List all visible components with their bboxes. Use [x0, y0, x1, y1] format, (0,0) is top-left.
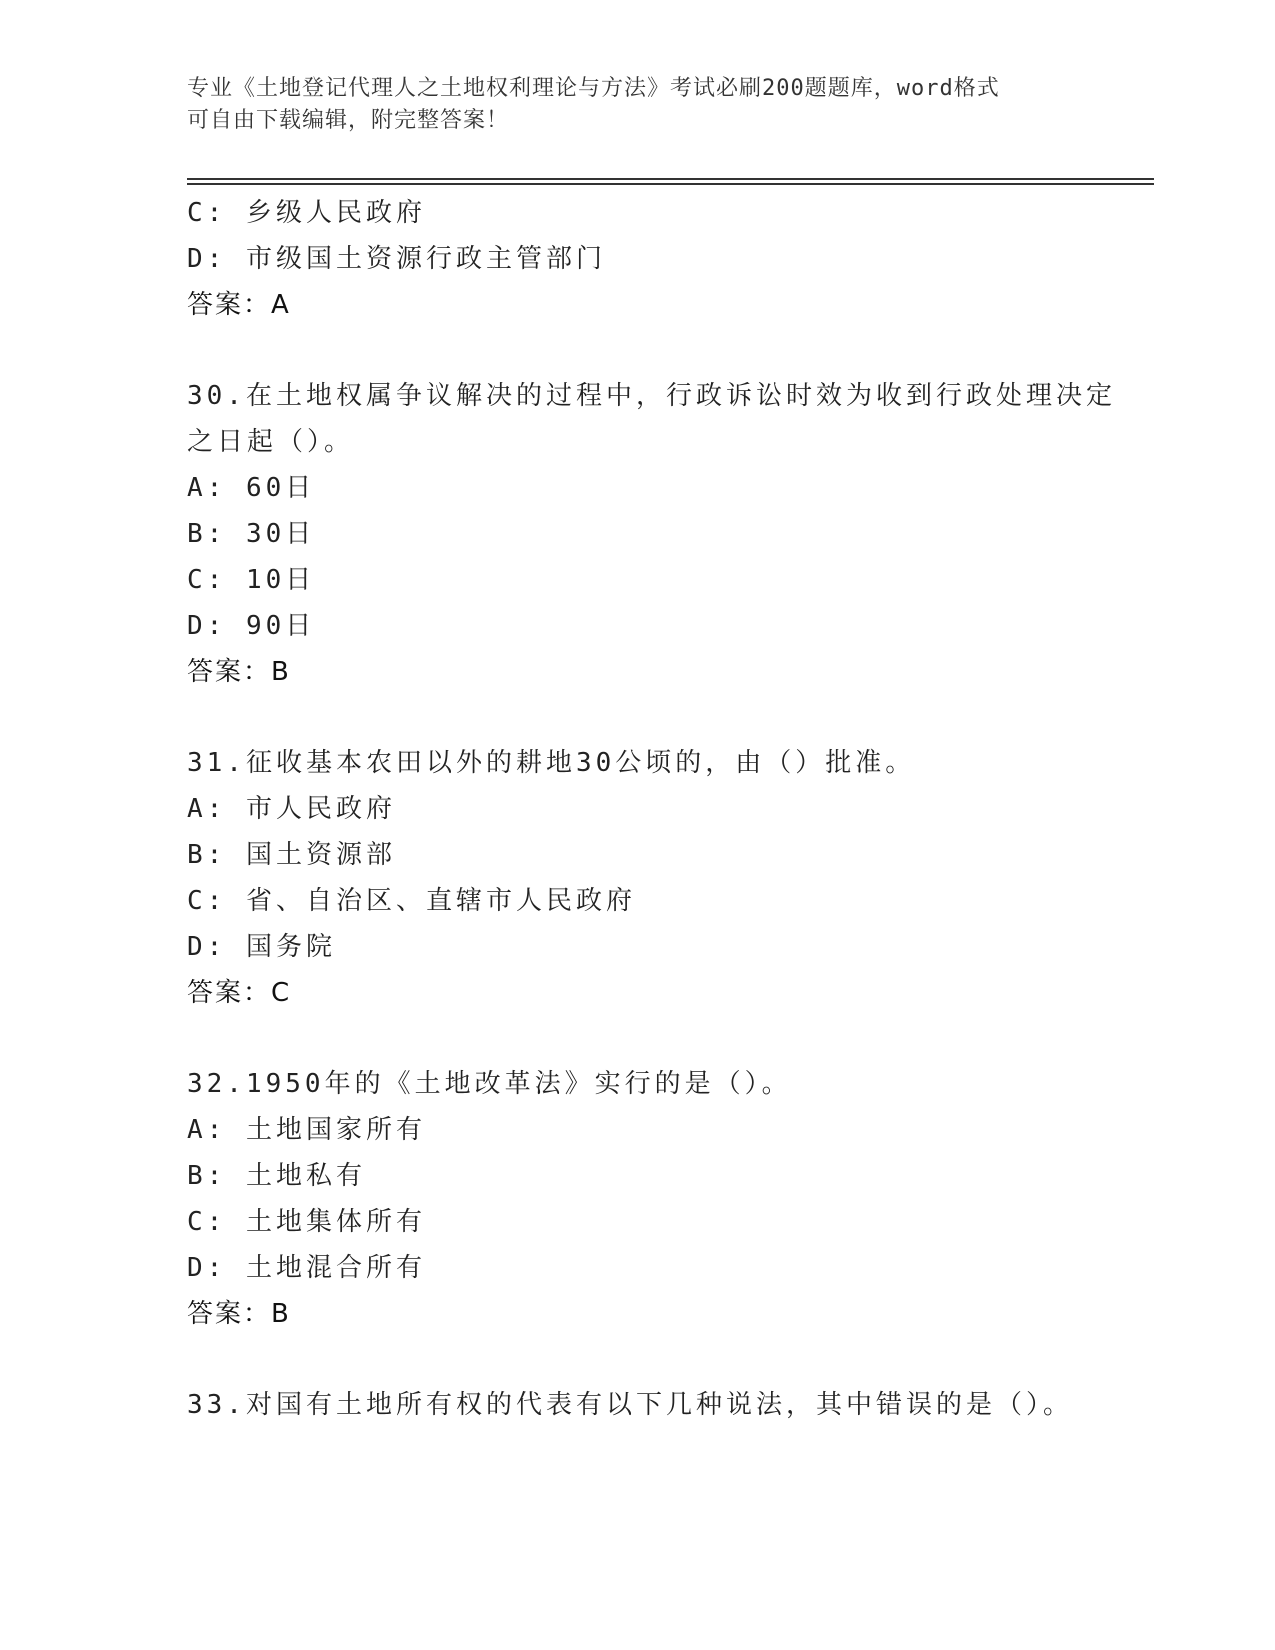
answer-line: 答案：A [187, 290, 291, 320]
question-text-line-1: 33.对国有土地所有权的代表有以下几种说法，其中错误的是（）。 [187, 1390, 1073, 1420]
question-text-line-2: 之日起（）。 [187, 427, 355, 457]
question-text-line-1: 30.在土地权属争议解决的过程中，行政诉讼时效为收到行政处理决定 [187, 381, 1116, 411]
question-33 [187, 1382, 1087, 1428]
option-d: D: 国务院 [187, 932, 336, 962]
header-line-2: 可自由下载编辑，附完整答案！ [187, 108, 510, 133]
question-text-line-1: 32.1950年的《土地改革法》实行的是（）。 [187, 1069, 792, 1099]
option-c: C: 土地集体所有 [187, 1207, 426, 1237]
answer-line: 答案：B [187, 1299, 291, 1329]
header-rule-top [187, 178, 1154, 180]
option-d: D: 土地混合所有 [187, 1253, 426, 1283]
option-a: A: 60日 [187, 473, 316, 503]
option-a: A: 土地国家所有 [187, 1115, 426, 1145]
header-line-1: 专业《土地登记代理人之土地权利理论与方法》考试必刷200题题库，word格式 [187, 76, 1000, 101]
option-d: D: 90日 [187, 611, 316, 641]
question-text-line-1: 31.征收基本农田以外的耕地30公顷的，由（）批准。 [187, 748, 916, 778]
document-header [187, 73, 1087, 137]
option-a: A: 市人民政府 [187, 794, 396, 824]
question-list [187, 190, 1116, 1428]
option-b: B: 土地私有 [187, 1161, 366, 1191]
option-c: C: 省、自治区、直辖市人民政府 [187, 886, 636, 916]
answer-line: 答案：B [187, 657, 291, 687]
question-32 [187, 1061, 1087, 1337]
option-d: D: 市级国土资源行政主管部门 [187, 244, 606, 274]
option-b: B: 30日 [187, 519, 316, 549]
question-30 [187, 373, 1116, 695]
question-29-continued [187, 190, 1087, 328]
option-b: B: 国土资源部 [187, 840, 396, 870]
option-c: C: 10日 [187, 565, 316, 595]
header-rule-bottom [187, 183, 1154, 185]
question-31 [187, 740, 1087, 1016]
option-c: C: 乡级人民政府 [187, 198, 426, 228]
answer-line: 答案：C [187, 978, 292, 1008]
